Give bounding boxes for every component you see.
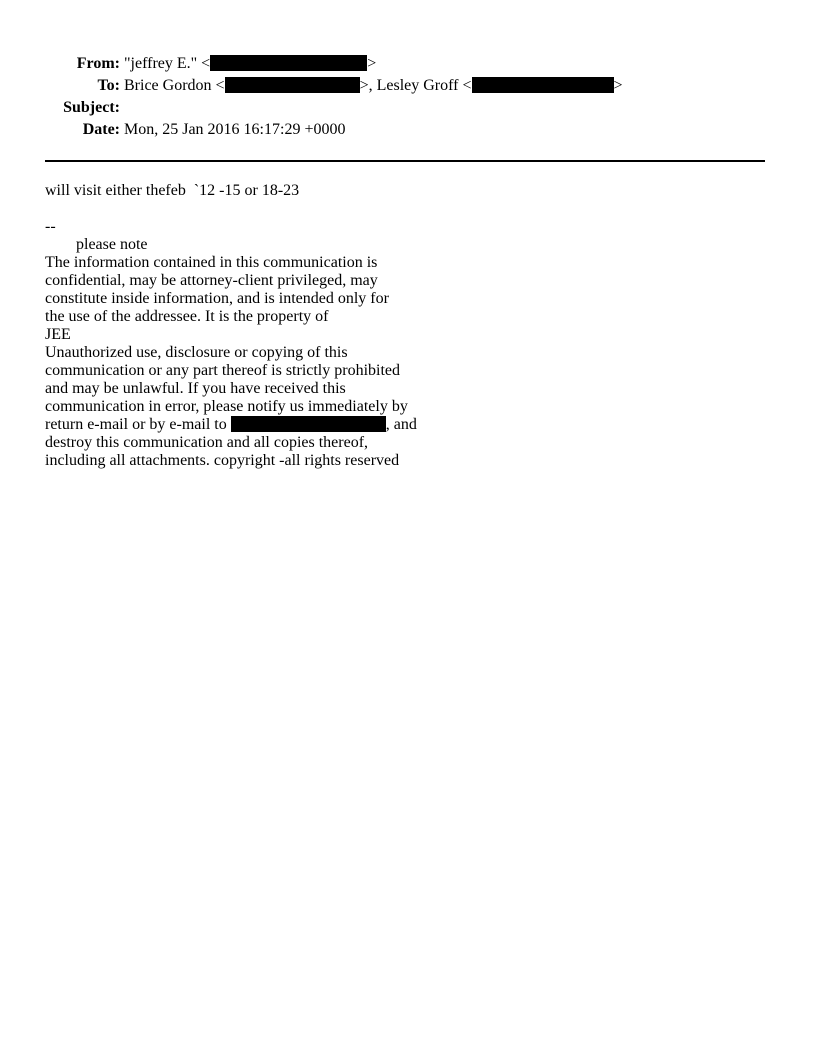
from-close: > [367,55,377,72]
disclaimer-line: and may be unlawful. If you have received this [45,380,346,397]
email-header [0,53,816,141]
from-value [124,53,376,75]
disclaimer-line: constitute inside information, and is intended only for [45,290,389,307]
disclaimer-line: confidential, may be attorney-client privileged, may [45,272,378,289]
signature-dashes: -- [45,218,56,235]
disclaimer-line: the use of the addressee. It is the property of [45,308,329,325]
to-value [124,75,623,97]
date-label: Date: [82,121,120,138]
email-body [45,182,765,470]
subject-label: Subject: [63,99,120,116]
disclaimer-line: communication in error, please notify us immediately by [45,398,408,415]
redaction-box [210,55,367,71]
disclaimer-line: The information contained in this communication is [45,254,378,271]
message-text: will visit either thefeb `12 -15 or 18-23 [45,182,300,199]
from-row [0,53,816,75]
date-value: Mon, 25 Jan 2016 16:17:29 +0000 [124,121,346,138]
to-separator: >, Lesley Groff < [359,77,472,94]
blank-line [45,200,765,218]
from-name: "jeffrey E." < [124,55,211,72]
disclaimer-line: including all attachments. copyright -all rights reserved [45,452,400,469]
header-divider [45,160,765,162]
disclaimer-line: destroy this communication and all copies thereof, [45,434,369,451]
to-close: > [613,77,623,94]
to-label: To: [97,77,120,94]
to-recipient-1: Brice Gordon < [124,77,225,94]
to-row [0,75,816,97]
redaction-box [225,77,360,93]
please-note: please note [76,236,148,253]
disclaimer-line: Unauthorized use, disclosure or copying of this [45,344,348,361]
subject-row [0,97,816,119]
from-label: From: [76,55,120,72]
redaction-box [472,77,614,93]
redaction-box [231,416,386,432]
disclaimer-return-line [45,416,765,434]
date-row [0,119,816,141]
return-prefix: return e-mail or by e-mail to [45,416,231,433]
return-suffix: , and [385,416,417,433]
disclaimer-line: JEE [45,326,71,343]
disclaimer-line: communication or any part thereof is strictly prohibited [45,362,401,379]
